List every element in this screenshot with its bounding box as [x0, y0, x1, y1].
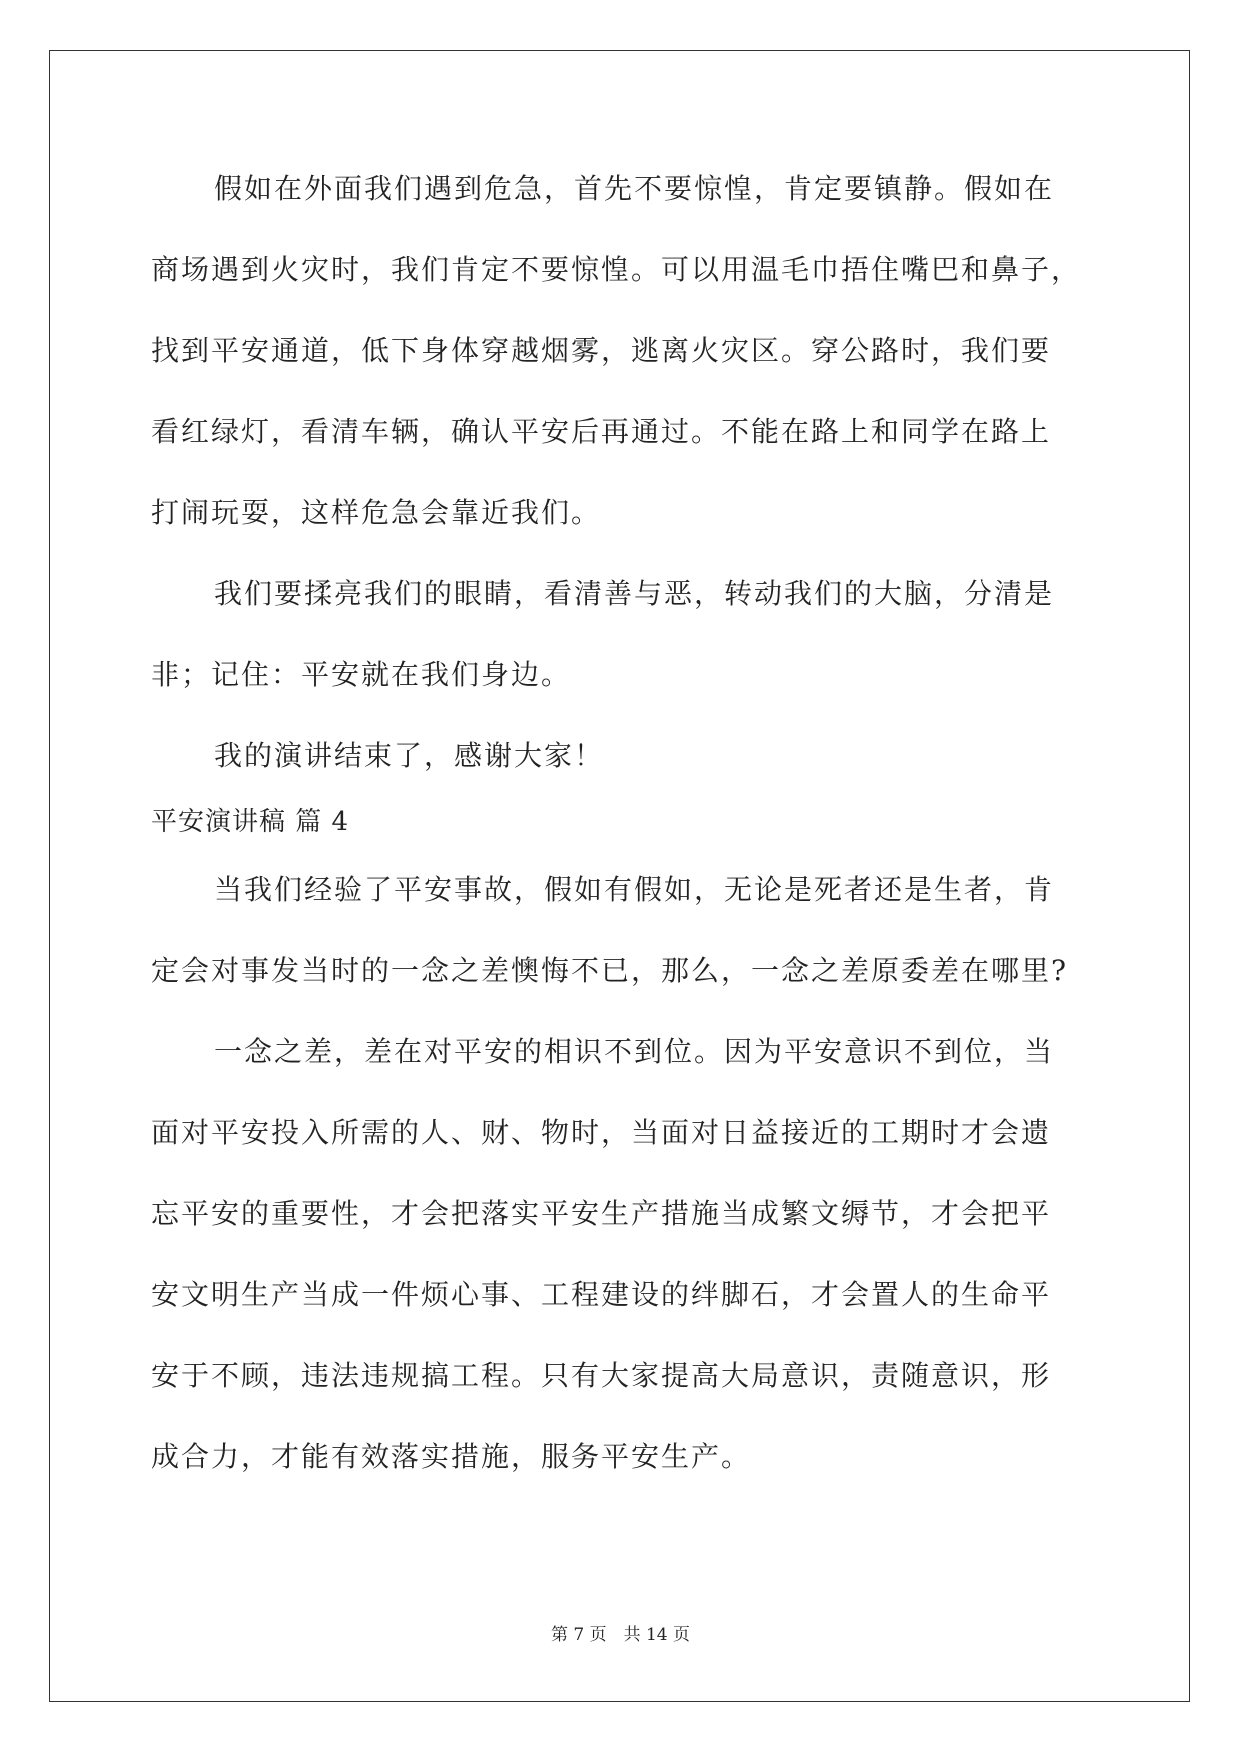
- text-line: 找到平安通道，低下身体穿越烟雾，逃离火灾区。穿公路时，我们要: [151, 334, 1052, 367]
- text-line: 假如在外面我们遇到危急，首先不要惊惶，肯定要镇静。假如在: [214, 172, 1055, 205]
- text-line: 非；记住：平安就在我们身边。: [151, 658, 572, 691]
- text-line: 面对平安投入所需的人、财、物时，当面对日益接近的工期时才会遗: [151, 1116, 1052, 1149]
- text-line: 当我们经验了平安事故，假如有假如，无论是死者还是生者，肯: [214, 873, 1055, 906]
- text-line: 一念之差，差在对平安的相识不到位。因为平安意识不到位，当: [214, 1035, 1055, 1068]
- text-line: 我的演讲结束了，感谢大家！: [214, 739, 605, 772]
- text-line: 安文明生产当成一件烦心事、工程建设的绊脚石，才会置人的生命平: [151, 1278, 1052, 1311]
- text-line: 定会对事发当时的一念之差懊悔不已，那么，一念之差原委差在哪里?: [151, 954, 1069, 987]
- text-line: 忘平安的重要性，才会把落实平安生产措施当成繁文缛节，才会把平: [151, 1197, 1052, 1230]
- text-line: 商场遇到火灾时，我们肯定不要惊惶。可以用温毛巾捂住嘴巴和鼻子，: [151, 253, 1082, 286]
- section-heading: 平安演讲稿 篇 4: [151, 807, 350, 837]
- document-body: [151, 148, 1096, 1497]
- text-line: 打闹玩耍，这样危急会靠近我们。: [151, 496, 602, 529]
- page-number: 第 7 页 共 14 页: [550, 1625, 691, 1645]
- text-line: 我们要揉亮我们的眼睛，看清善与恶，转动我们的大脑，分清是: [214, 577, 1055, 610]
- text-line: 安于不顾，违法违规搞工程。只有大家提高大局意识，责随意识，形: [151, 1359, 1052, 1392]
- text-line: 成合力，才能有效落实措施，服务平安生产。: [151, 1440, 752, 1473]
- text-line: 看红绿灯，看清车辆，确认平安后再通过。不能在路上和同学在路上: [151, 415, 1052, 448]
